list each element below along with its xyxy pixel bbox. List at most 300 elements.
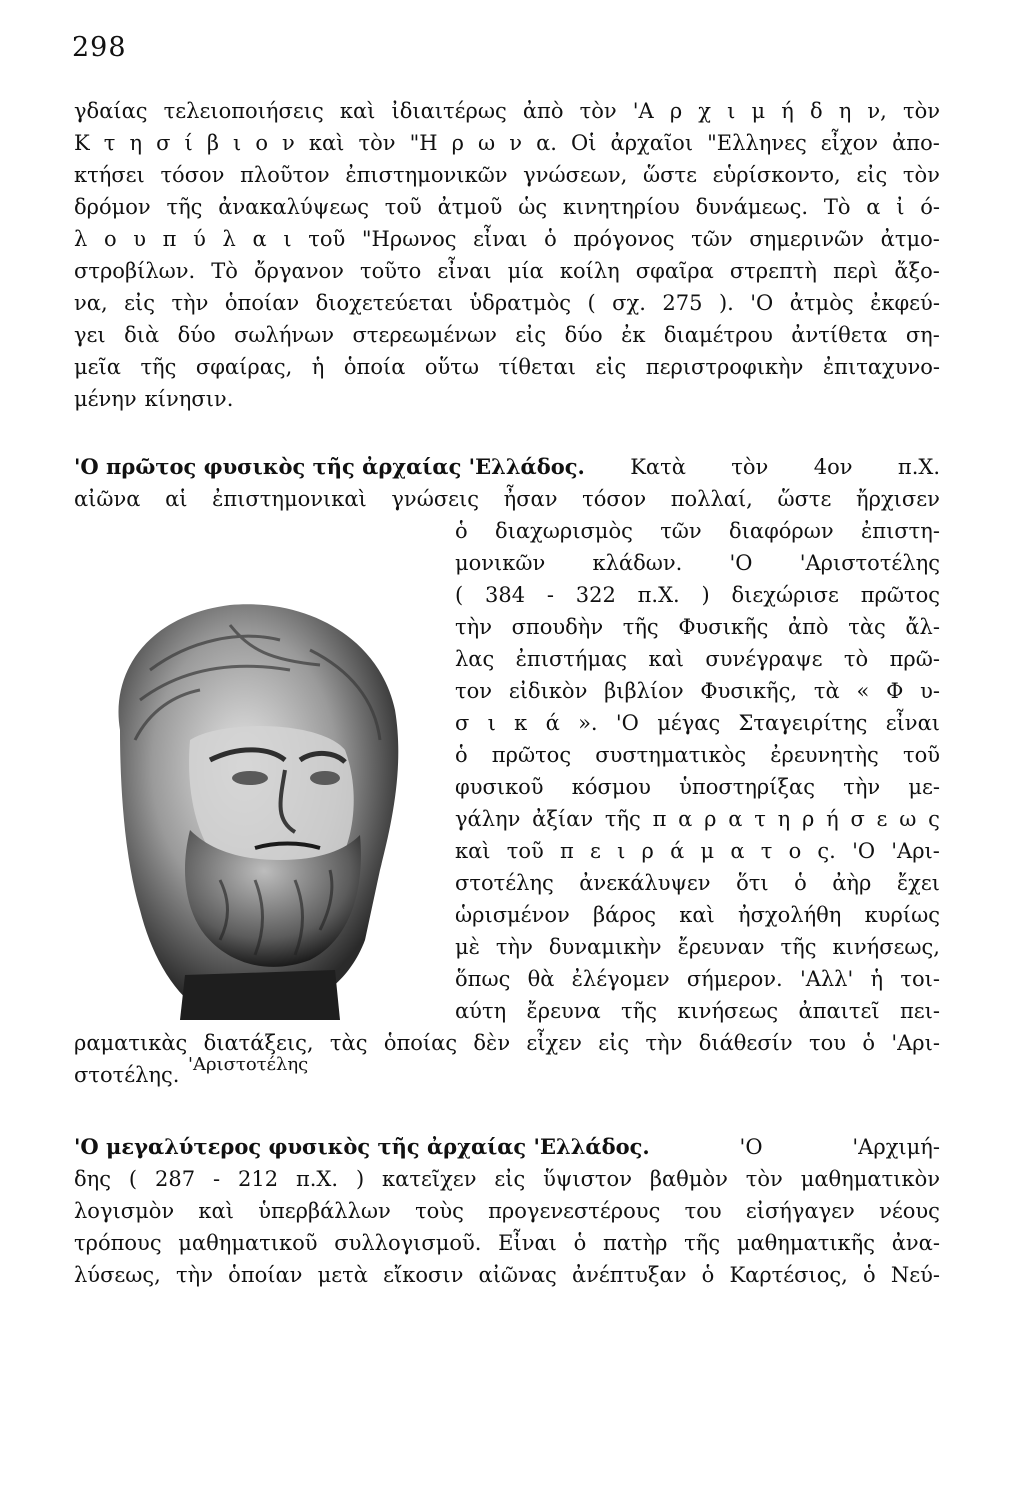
text-line — [74, 452, 940, 482]
word: διεχώρισε — [731, 583, 839, 607]
word: καὶ — [339, 99, 376, 123]
word: ἦσαν — [503, 487, 558, 511]
word: λύσεως, — [74, 1263, 161, 1287]
word: δυνάμεως. — [695, 195, 809, 219]
word: τὸν — [731, 455, 769, 479]
word: καὶ — [679, 903, 715, 927]
word: ς. — [817, 839, 836, 863]
word: ή — [781, 99, 794, 123]
word: πατὴρ — [602, 1231, 668, 1255]
word: ὁποίαν — [228, 1263, 303, 1287]
word: καὶ — [198, 1199, 234, 1223]
word: 4ον — [813, 455, 853, 479]
word: Τὸ — [823, 195, 851, 219]
word: κινήσεως, — [832, 935, 940, 959]
word: 'Ο — [615, 711, 639, 735]
word: εἰς — [515, 323, 547, 347]
word: του — [808, 1031, 847, 1055]
word: - — [212, 1167, 221, 1191]
word: τίθεται — [498, 355, 576, 379]
word: ραματικὰς — [74, 1031, 188, 1055]
word: αἰῶνα — [74, 487, 141, 511]
word: μὲ — [455, 935, 480, 959]
word: υ — [133, 227, 147, 251]
word: πρῶτος — [860, 583, 940, 607]
word: ἀνα- — [891, 1231, 940, 1255]
word: τοῦ — [384, 195, 422, 219]
word: Οἱ — [571, 131, 597, 155]
word: πρῶτος — [491, 743, 572, 767]
word: λας — [455, 647, 495, 671]
word: κίνησιν. — [144, 387, 234, 411]
word: ὥστε — [777, 487, 832, 511]
word: π — [559, 839, 574, 863]
word: ὑδρατμὸς — [469, 291, 572, 315]
word: ἀξίαν — [532, 807, 594, 831]
word: εἶχον — [820, 131, 879, 155]
word: διατάξεις, — [203, 1031, 314, 1055]
word: τῶν — [660, 519, 702, 543]
word: ση- — [905, 323, 940, 347]
word: τὴν — [843, 775, 881, 799]
word: ι — [233, 131, 242, 155]
word: « — [856, 679, 870, 703]
word: ὁ — [455, 743, 468, 767]
word: σπουδὴν — [511, 615, 604, 639]
text-line — [74, 1164, 940, 1194]
word: π — [652, 807, 667, 831]
word: κτήσει — [74, 163, 145, 187]
text-line — [74, 224, 940, 254]
text-line — [74, 1132, 940, 1162]
word: ἄλ- — [905, 615, 940, 639]
word: τοῦ — [506, 839, 544, 863]
text-line — [455, 964, 940, 994]
word: 275 — [662, 291, 703, 315]
word: σ — [850, 807, 865, 831]
word: περὶ — [833, 259, 879, 283]
word: ἰδιαιτέρως — [391, 99, 507, 123]
word: ή — [826, 807, 839, 831]
word: ἐκφεύ- — [870, 291, 940, 315]
word: να, — [74, 291, 108, 315]
word: Σταγειρίτης — [738, 711, 868, 735]
word: Καρτέσιος, — [729, 1263, 848, 1287]
word: ὅτι — [736, 871, 769, 895]
word: γει — [74, 323, 106, 347]
word: ρ — [451, 131, 464, 155]
word: ἡ — [311, 355, 325, 379]
word: στοτέλης — [455, 871, 554, 895]
word: ὁποία — [343, 355, 406, 379]
word: φυσικοῦ — [455, 775, 544, 799]
word: ν — [282, 131, 295, 155]
word: ι — [727, 99, 736, 123]
word: εἰς — [856, 163, 888, 187]
word: ε — [590, 839, 601, 863]
word: κυρίως — [864, 903, 940, 927]
text-line — [74, 160, 940, 190]
word: ὁ — [544, 227, 557, 251]
word: ἀπαιτεῖ — [798, 999, 880, 1023]
word: τῆς — [621, 999, 657, 1023]
word: 'Α — [632, 99, 654, 123]
word: εἶναι — [437, 259, 492, 283]
word: τὰ — [813, 679, 840, 703]
text-line — [455, 932, 940, 962]
word: β — [206, 131, 219, 155]
word: αἰῶνας — [478, 1263, 557, 1287]
word: ἀνεκάλυψεν — [579, 871, 711, 895]
text-line — [455, 836, 940, 866]
word: α — [730, 839, 745, 863]
word: τῆς — [166, 195, 203, 219]
word: 'Αρι- — [891, 839, 940, 863]
word: τοι- — [900, 967, 940, 991]
text-line — [74, 484, 940, 514]
word: πει- — [899, 999, 940, 1023]
word: ὅπως — [455, 967, 511, 991]
word: ὡς — [518, 195, 548, 219]
word: μαθηματικὸν — [800, 1167, 940, 1191]
word: υ- — [920, 679, 940, 703]
word: ἐπιστήμας — [515, 647, 628, 671]
word: συλλογισμοῦ. — [334, 1231, 482, 1255]
word: α — [866, 195, 881, 219]
word: ν, — [867, 99, 887, 123]
word: στερεωμένων — [352, 323, 497, 347]
text-line — [74, 128, 940, 158]
word: ἀπο- — [892, 131, 940, 155]
word: με- — [908, 775, 940, 799]
word: ἀνέπτυξαν — [571, 1263, 687, 1287]
word: τ — [760, 839, 773, 863]
text-line — [455, 644, 940, 674]
text-line — [455, 740, 940, 770]
word: σωλήνων — [234, 323, 335, 347]
word: ρ — [669, 99, 683, 123]
word: ό- — [920, 195, 940, 219]
figure-caption: 'Αριστοτέλης — [188, 1054, 309, 1075]
word: ω — [899, 807, 917, 831]
word: 212 — [237, 1167, 279, 1191]
word: του — [684, 1199, 722, 1223]
word: δύο — [177, 323, 216, 347]
word: καὶ — [455, 839, 491, 863]
word: 287 — [154, 1167, 196, 1191]
word: 'Αρχιμή- — [852, 1135, 940, 1159]
page-number: 298 — [72, 32, 127, 63]
word: ὑποστηρίξας — [679, 775, 815, 799]
word: τῆς — [780, 935, 817, 959]
text-line — [74, 192, 940, 222]
word: π.Χ. — [637, 583, 680, 607]
word: εὑρίσκοντο, — [712, 163, 841, 187]
word: βιβλίον — [604, 679, 684, 703]
word: τῆς — [140, 355, 177, 379]
word: ἀτμοῦ — [437, 195, 503, 219]
word: ( — [128, 1167, 138, 1191]
word: τὴν — [455, 615, 492, 639]
word: τὸν — [902, 99, 940, 123]
word: αἱ — [165, 487, 188, 511]
word: σφαίρας, — [195, 355, 293, 379]
word: τὸν — [745, 1167, 783, 1191]
word: δρόμον — [74, 195, 151, 219]
text-line — [74, 320, 940, 350]
word: Νεύ- — [890, 1263, 940, 1287]
word: δὲν — [473, 1031, 511, 1055]
word: καὶ — [308, 131, 345, 155]
word: κοίλη — [559, 259, 620, 283]
word: ἀνακαλύψεως — [218, 195, 369, 219]
word: ( — [587, 291, 596, 315]
word: ρ — [801, 807, 815, 831]
word: σ — [156, 131, 171, 155]
word: ὕψιστον — [543, 1167, 632, 1191]
word: ὁποίας — [383, 1031, 458, 1055]
word: Τὸ — [211, 259, 238, 283]
word: χ — [698, 99, 712, 123]
word: συνέγραψε — [705, 647, 823, 671]
word: διαχωρισμὸς — [494, 519, 633, 543]
word: ὁ — [794, 871, 807, 895]
word: Κ — [74, 131, 90, 155]
word: διάθεσίν — [698, 1031, 793, 1055]
word: βάρος — [592, 903, 657, 927]
word: π.Χ. — [295, 1167, 339, 1191]
word: ι — [487, 711, 496, 735]
word: ἔχει — [896, 871, 940, 895]
word: ὁποίαν — [224, 291, 300, 315]
word: ). — [718, 291, 734, 315]
word: εἶναι — [473, 227, 528, 251]
word: βαθμὸν — [649, 1167, 728, 1191]
word: 322 — [575, 583, 616, 607]
word: ὁ — [455, 519, 468, 543]
text-line — [74, 352, 940, 382]
word: ὑπερβάλλων — [258, 1199, 391, 1223]
word: ι — [283, 227, 292, 251]
word: ρ — [704, 807, 717, 831]
word: 'Ο — [852, 839, 876, 863]
text-line — [455, 708, 940, 738]
word: σφαῖρα — [635, 259, 714, 283]
word: ὡρισμένον — [455, 903, 570, 927]
word: τὸν — [902, 163, 940, 187]
word: π.Χ. — [897, 455, 940, 479]
text-line — [74, 1260, 940, 1290]
word: Κατὰ — [630, 455, 686, 479]
word: ἀπὸ — [787, 615, 829, 639]
text-line — [74, 256, 940, 286]
word: τόσον — [160, 163, 225, 187]
text-line — [455, 772, 940, 802]
text-line — [74, 1196, 940, 1226]
word: ί — [184, 131, 193, 155]
word: τὸν — [358, 131, 396, 155]
text-line — [455, 996, 940, 1026]
word: ο — [788, 839, 802, 863]
word: προγενεστέρους — [488, 1199, 661, 1223]
word: διαφόρων — [729, 519, 834, 543]
word: εἰσήγαγεν — [745, 1199, 855, 1223]
word: ἀὴρ — [832, 871, 872, 895]
word: ἡ — [870, 967, 884, 991]
word: Φυσικῆς — [678, 615, 769, 639]
word: τον — [455, 679, 493, 703]
word: στρεπτὴ — [729, 259, 818, 283]
word: α — [252, 227, 267, 251]
word: ἀπὸ — [522, 99, 564, 123]
word: ὄργανον — [253, 259, 344, 283]
word: τῆς — [604, 807, 641, 831]
word: ὁ — [862, 1031, 875, 1055]
word: εἰς — [598, 1031, 630, 1055]
word: τοῦ — [902, 743, 940, 767]
text-line — [455, 612, 940, 642]
word: οὕτω — [424, 355, 480, 379]
word: τοῦτο — [359, 259, 422, 283]
word: λογισμὸν — [74, 1199, 175, 1223]
word: 'Αριστοτέλης — [799, 551, 940, 575]
word: πολλαί, — [670, 487, 753, 511]
word: ε — [876, 807, 888, 831]
word: τὴν — [495, 935, 533, 959]
word: τὴν — [171, 291, 209, 315]
word: Εἶναι — [498, 1231, 557, 1255]
text-line — [455, 900, 940, 930]
word: τὴν — [176, 1263, 213, 1287]
word: ὁ — [701, 1263, 715, 1287]
word: εἶναι — [885, 711, 940, 735]
text-line — [455, 580, 940, 610]
word: τελειοποιήσεις — [163, 99, 324, 123]
word: "Ηρωνος — [361, 227, 457, 251]
word: γδαίας — [74, 99, 148, 123]
word: ὥστε — [643, 163, 697, 187]
word: ς — [928, 807, 940, 831]
text-line — [455, 676, 940, 706]
word: ἐπιστημονικῶν — [345, 163, 508, 187]
word: κόσμου — [571, 775, 651, 799]
word: τὸ — [843, 647, 869, 671]
word: σημερινῶν — [749, 227, 865, 251]
word: π — [162, 227, 177, 251]
word: μένην — [74, 387, 137, 411]
word: εἰδικὸν — [508, 679, 588, 703]
text-line — [455, 516, 940, 546]
word: τὸν — [579, 99, 617, 123]
word: τῆς — [684, 1231, 721, 1255]
word: γνώσεις — [391, 487, 480, 511]
word: καὶ — [648, 647, 684, 671]
word: ( — [455, 583, 464, 607]
word: μ — [751, 99, 766, 123]
word: τοῦ — [308, 227, 346, 251]
word: ἀρχαῖοι — [610, 131, 694, 155]
word: η — [129, 131, 143, 155]
word: η — [838, 99, 852, 123]
word: ἀτμο- — [880, 227, 940, 251]
word: τόσον — [582, 487, 647, 511]
word: εἶχεν — [526, 1031, 582, 1055]
aristotle-bust-photo — [80, 580, 420, 1030]
word: "Η — [409, 131, 438, 155]
word: σήμερον. — [686, 967, 783, 991]
word: ρ — [641, 839, 654, 863]
text-line — [74, 1228, 940, 1258]
word: ἐπιταχυνο- — [822, 355, 940, 379]
text-line — [455, 868, 940, 898]
word: τὴν — [645, 1031, 683, 1055]
word: συστηματικὸς — [595, 743, 747, 767]
word: ἄξο- — [894, 259, 940, 283]
text-line — [74, 288, 940, 318]
word: κλάδων. — [592, 551, 683, 575]
word: δυναμικὴν — [548, 935, 662, 959]
word: ἐκ — [621, 323, 646, 347]
word: τρόπους — [74, 1231, 162, 1255]
word: ἤρχισεν — [856, 487, 940, 511]
word: μ — [700, 839, 715, 863]
word: μαθηματικοῦ — [178, 1231, 318, 1255]
word: εἰς — [494, 1167, 526, 1191]
word: τοὺς — [415, 1199, 464, 1223]
word: μία — [507, 259, 544, 283]
word: 'Ο — [739, 1135, 763, 1159]
word: μέγας — [657, 711, 721, 735]
word: η — [777, 807, 791, 831]
word: μαθηματικῆς — [736, 1231, 876, 1255]
word: μεῖα — [74, 355, 121, 379]
word: ἐπιστημονικαὶ — [212, 487, 367, 511]
word: τῆς — [622, 615, 659, 639]
word: περιστροφικὴν — [645, 355, 804, 379]
word: ) — [701, 583, 710, 607]
word: κατεῖχεν — [382, 1167, 477, 1191]
word: ά — [670, 839, 685, 863]
word: δύο — [564, 323, 603, 347]
word: διαμέτρου — [663, 323, 773, 347]
word: κ — [514, 711, 528, 735]
word: διὰ — [124, 323, 160, 347]
text-line — [455, 804, 940, 834]
word: πλοῦτον — [240, 163, 330, 187]
word: ο — [103, 227, 117, 251]
word: τὰς — [848, 615, 886, 639]
word: τ — [103, 131, 116, 155]
word: πρῶ- — [889, 647, 940, 671]
word: ». — [578, 711, 598, 735]
word: α. — [536, 131, 557, 155]
word: ά — [545, 711, 560, 735]
word: ) — [355, 1167, 365, 1191]
word: ο — [255, 131, 268, 155]
section-heading: 'Ο πρῶτος φυσικὸς τῆς ἀρχαίας 'Ελλάδος. — [74, 454, 585, 479]
word: ἀντίθετα — [791, 323, 888, 347]
word: στοτέλης. — [74, 1063, 180, 1087]
word: κινητηρίου — [562, 195, 680, 219]
text-line — [74, 384, 940, 414]
word: - — [546, 583, 554, 607]
bust-base — [180, 970, 340, 1020]
text-line — [455, 548, 940, 578]
section-heading: 'Ο μεγαλύτερος φυσικὸς τῆς ἀρχαίας 'Ελλάδος. — [74, 1134, 650, 1159]
word: ι — [617, 839, 626, 863]
word: δ — [809, 99, 823, 123]
word: ἐρευνητὴς — [770, 743, 879, 767]
